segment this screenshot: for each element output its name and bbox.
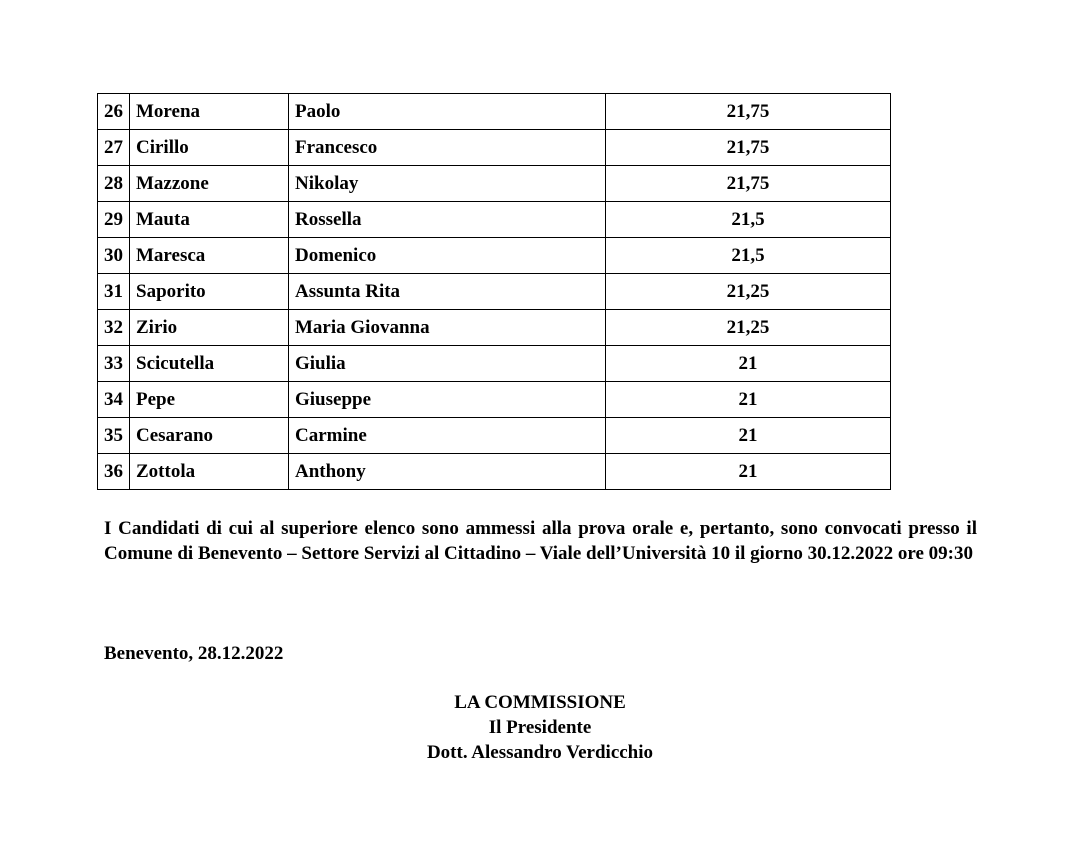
row-surname: Zottola: [130, 454, 289, 490]
results-table-body: [98, 94, 891, 490]
row-name: Giuseppe: [289, 382, 606, 418]
table-row: [98, 238, 891, 274]
table-row: [98, 202, 891, 238]
row-score: 21,75: [606, 130, 891, 166]
row-number: 29: [98, 202, 130, 238]
row-score: 21: [606, 418, 891, 454]
table-row: [98, 382, 891, 418]
row-number: 27: [98, 130, 130, 166]
row-name: Carmine: [289, 418, 606, 454]
row-name: Maria Giovanna: [289, 310, 606, 346]
row-number: 32: [98, 310, 130, 346]
row-surname: Cirillo: [130, 130, 289, 166]
row-surname: Pepe: [130, 382, 289, 418]
row-surname: Saporito: [130, 274, 289, 310]
place-and-date: Benevento, 28.12.2022: [104, 643, 284, 664]
row-score: 21: [606, 346, 891, 382]
row-score: 21,75: [606, 166, 891, 202]
row-surname: Cesarano: [130, 418, 289, 454]
table-row: [98, 274, 891, 310]
row-score: 21: [606, 454, 891, 490]
row-score: 21: [606, 382, 891, 418]
president-role: Il Presidente: [488, 717, 592, 738]
table-row: [98, 454, 891, 490]
row-number: 36: [98, 454, 130, 490]
row-name: Giulia: [289, 346, 606, 382]
row-surname: Scicutella: [130, 346, 289, 382]
president-name: Dott. Alessandro Verdicchio: [426, 742, 654, 763]
row-surname: Mazzone: [130, 166, 289, 202]
commission-heading: LA COMMISSIONE: [454, 692, 626, 713]
row-name: Rossella: [289, 202, 606, 238]
row-name: Francesco: [289, 130, 606, 166]
table-row: [98, 418, 891, 454]
table-row: [98, 94, 891, 130]
row-surname: Mauta: [130, 202, 289, 238]
row-name: Domenico: [289, 238, 606, 274]
row-score: 21,25: [606, 310, 891, 346]
row-surname: Maresca: [130, 238, 289, 274]
row-score: 21,25: [606, 274, 891, 310]
row-score: 21,5: [606, 238, 891, 274]
row-number: 34: [98, 382, 130, 418]
row-surname: Morena: [130, 94, 289, 130]
row-score: 21,5: [606, 202, 891, 238]
table-row: [98, 166, 891, 202]
row-number: 30: [98, 238, 130, 274]
row-name: Anthony: [289, 454, 606, 490]
convocation-notice: I Candidati di cui al superiore elenco sono ammessi alla prova orale e, pertanto, sono convocati presso il Comune di Benevento – Settore Servizi al Cittadino – Viale dell’Università 10 il giorno 30.12.2022 ore 09:30: [104, 518, 977, 564]
table-row: [98, 310, 891, 346]
row-number: 33: [98, 346, 130, 382]
row-surname: Zirio: [130, 310, 289, 346]
row-score: 21,75: [606, 94, 891, 130]
row-number: 28: [98, 166, 130, 202]
row-number: 26: [98, 94, 130, 130]
row-name: Paolo: [289, 94, 606, 130]
results-table: [97, 93, 891, 490]
row-name: Assunta Rita: [289, 274, 606, 310]
table-row: [98, 346, 891, 382]
table-row: [98, 130, 891, 166]
row-number: 31: [98, 274, 130, 310]
row-number: 35: [98, 418, 130, 454]
signature-block: [340, 690, 740, 765]
row-name: Nikolay: [289, 166, 606, 202]
